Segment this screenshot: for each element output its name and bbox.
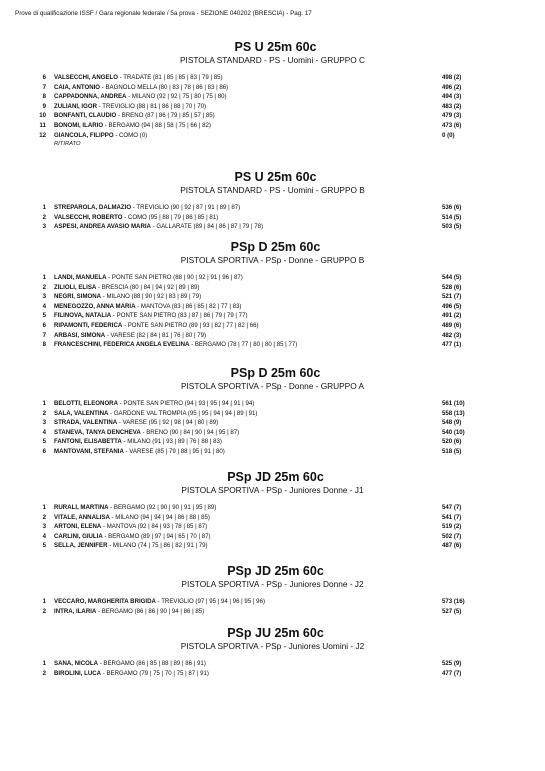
athlete <box>54 447 225 457</box>
result-row <box>0 73 545 83</box>
rank: 7 <box>42 331 46 339</box>
athlete <box>54 102 206 112</box>
total-score: 514 (5) <box>442 213 462 221</box>
total-score: 573 (16) <box>442 598 465 605</box>
rank: 5 <box>42 542 46 550</box>
athlete-name: CAIA, ANTONIO <box>54 83 101 91</box>
athlete <box>54 437 222 447</box>
club-series: - COMO (95 | 88 | 79 | 86 | 85 | 81) <box>122 213 219 221</box>
club-series: - PONTE SAN PIETRO (88 | 90 | 92 | 91 | 96 | 87) <box>106 274 243 281</box>
results-rows <box>0 597 545 616</box>
athlete-name: VALSECCHI, ROBERTO <box>54 213 123 221</box>
club-series: - BERGAMO (92 | 90 | 90 | 91 | 95 | 89) <box>108 504 217 511</box>
club-series: - BERGAMO (79 | 75 | 70 | 75 | 87 | 91) <box>101 669 209 677</box>
athlete <box>54 418 218 428</box>
result-row <box>0 203 545 213</box>
athlete-name: ARTONI, ELENA <box>54 523 102 531</box>
rank: 1 <box>42 598 46 605</box>
athlete-name: MENEGOZZO, ANNA MARIA <box>54 302 136 310</box>
athlete <box>54 409 257 419</box>
club-series: - GALLARATE (89 | 84 | 86 | 87 | 79 | 78) <box>150 223 264 231</box>
club-series: - BERGAMO (94 | 88 | 58 | 75 | 66 | 82) <box>103 121 211 129</box>
total-score: 558 (13) <box>442 409 465 417</box>
total-score: 521 (7) <box>442 293 462 301</box>
rank: 9 <box>42 102 46 110</box>
total-score: 520 (6) <box>442 438 462 446</box>
athlete-name: ASPESI, ANDREA AVASIO MARIA <box>54 223 151 231</box>
club-series: - BERGAMO (89 | 97 | 94 | 65 | 70 | 87) <box>102 532 211 540</box>
athlete-name: BONFANTI, CLAUDIO <box>54 112 117 120</box>
rank: 2 <box>42 669 46 677</box>
section-subtitle: PISTOLA SPORTIVA - PSp - Juniores Donne - J1 <box>181 485 364 495</box>
athlete <box>54 222 263 232</box>
result-row <box>0 669 545 679</box>
rank: 12 <box>39 131 46 139</box>
total-score: 541 (7) <box>442 513 462 521</box>
results-rows <box>0 73 545 148</box>
athlete-name: BONOMI, ILARIO <box>54 121 104 129</box>
results-section <box>0 564 545 616</box>
athlete-name: INTRA, ILARIA <box>54 607 97 615</box>
rank: 11 <box>39 121 46 129</box>
athlete <box>54 92 227 102</box>
total-score: 491 (2) <box>442 312 462 320</box>
athlete-name: ARBASI, SIMONA <box>54 331 106 339</box>
athlete-name: CARLINI, GIULIA <box>54 532 103 540</box>
section-subtitle: PISTOLA SPORTIVA - PSp - Donne - GRUPPO A <box>180 381 365 391</box>
total-score: 502 (7) <box>442 532 462 540</box>
club-series: - COMO (0) <box>113 131 148 139</box>
athlete <box>54 83 228 93</box>
club-series: - MANTOVA (92 | 84 | 93 | 78 | 85 | 87) <box>101 523 208 531</box>
athlete <box>54 513 210 523</box>
rank: 7 <box>42 83 46 91</box>
result-row <box>0 447 545 457</box>
result-row <box>0 222 545 232</box>
club-series: - PONTE SAN PIETRO (83 | 87 | 86 | 79 | 79 | 77) <box>111 312 248 320</box>
club-series: - BERGAMO (86 | 86 | 90 | 94 | 86 | 85) <box>96 607 205 615</box>
rank: 3 <box>42 223 46 231</box>
rank: 6 <box>42 447 46 455</box>
total-score: 483 (2) <box>442 102 462 110</box>
result-row <box>0 659 545 669</box>
total-score: 527 (5) <box>442 607 462 615</box>
rank: 4 <box>42 302 46 310</box>
result-row <box>0 541 545 551</box>
rank: 3 <box>42 293 46 301</box>
result-row <box>0 292 545 302</box>
rank: 5 <box>42 312 46 320</box>
result-row <box>0 321 545 331</box>
results-section <box>0 170 545 232</box>
athlete-name: RIPAMONTI, FEDERICA <box>54 321 123 329</box>
athlete-name: FRANCESCHINI, FEDERICA ANGELA EVELINA <box>54 341 190 349</box>
result-row <box>0 607 545 617</box>
section-title: PSp D 25m 60c <box>230 366 321 380</box>
total-score: 536 (6) <box>442 204 462 211</box>
total-score: 548 (9) <box>442 419 462 427</box>
section-subtitle: PISTOLA SPORTIVA - PSp - Donne - GRUPPO B <box>180 255 365 265</box>
result-row <box>0 111 545 121</box>
athlete <box>54 669 209 679</box>
club-series: - BERGAMO (78 | 77 | 80 | 80 | 85 | 77) <box>189 341 298 349</box>
athlete-name: NEGRI, SIMONA <box>54 293 102 301</box>
athlete <box>54 292 201 302</box>
total-score: 540 (10) <box>442 428 465 436</box>
status-note: RITIRATO <box>54 141 81 148</box>
rank: 6 <box>42 321 46 329</box>
result-row <box>0 503 545 513</box>
club-series: - TREVIGLIO (88 | 81 | 86 | 88 | 70 | 70) <box>97 102 207 110</box>
results-section <box>0 366 545 457</box>
athlete <box>54 340 297 350</box>
athlete-name: STREPAROLA, DALMAZIO <box>54 204 132 211</box>
section-subtitle: PISTOLA SPORTIVA - PSp - Juniores Donne - J2 <box>181 579 364 589</box>
rank: 1 <box>42 204 46 211</box>
result-row <box>0 597 545 607</box>
section-subtitle: PISTOLA STANDARD - PS - Uomini - GRUPPO B <box>180 185 365 195</box>
total-score: 477 (7) <box>442 669 462 677</box>
athlete <box>54 111 215 121</box>
club-series: - BRENO (90 | 84 | 90 | 94 | 95 | 87) <box>140 428 240 436</box>
section-title: PSp JU 25m 60c <box>227 626 324 640</box>
athlete <box>54 73 223 83</box>
club-series: - TREVIGLIO (90 | 92 | 87 | 91 | 89 | 87) <box>131 204 241 211</box>
total-score: 0 (0) <box>442 131 455 139</box>
rank: 4 <box>42 428 46 436</box>
athlete <box>54 659 206 669</box>
athlete-name: RURALI, MARTINA <box>54 504 109 511</box>
rank: 4 <box>42 532 46 540</box>
results-rows <box>0 503 545 551</box>
total-score: 528 (6) <box>442 283 462 291</box>
athlete-name: GIANCOLA, FILIPPO <box>54 131 114 139</box>
total-score: 561 (10) <box>442 400 465 407</box>
results-section <box>0 626 545 678</box>
athlete <box>54 121 211 131</box>
athlete-name: FILINOVA, NATALIA <box>54 312 112 320</box>
total-score: 503 (5) <box>442 223 462 231</box>
athlete <box>54 541 208 551</box>
rank: 3 <box>42 523 46 531</box>
results-rows <box>0 273 545 350</box>
result-row <box>0 92 545 102</box>
athlete-name: BIROLINI, LUCA <box>54 669 102 677</box>
total-score: 518 (5) <box>442 447 462 455</box>
club-series: - GARDONE VAL TROMPIA (95 | 95 | 94 | 94 | 89 | 91) <box>108 409 258 417</box>
section-subtitle: PISTOLA SPORTIVA - PSp - Juniores Uomini - J2 <box>180 641 365 651</box>
club-series: - MILANO (74 | 75 | 86 | 82 | 91 | 79) <box>107 542 208 550</box>
results-rows <box>0 399 545 457</box>
rank: 2 <box>42 513 46 521</box>
rank: 8 <box>42 93 46 101</box>
result-row <box>0 522 545 532</box>
result-row <box>0 399 545 409</box>
club-series: - MILANO (94 | 94 | 94 | 86 | 88 | 85) <box>109 513 210 521</box>
total-score: 547 (7) <box>442 504 462 511</box>
total-score: 487 (6) <box>442 542 462 550</box>
result-row <box>0 311 545 321</box>
rank: 10 <box>39 112 46 120</box>
total-score: 525 (9) <box>442 660 462 667</box>
athlete-name: VECCARO, MARGHERITA BRIGIDA <box>54 598 156 605</box>
page-header: Prove di qualificazione ISSF / Gara regionale federale / 5a prova - SEZIONE 040202 (BRESCIA) - Pag. 17 <box>15 10 312 17</box>
athlete-name: SALA, VALENTINA <box>54 409 109 417</box>
result-row <box>0 273 545 283</box>
rank: 2 <box>42 283 46 291</box>
section-title: PS U 25m 60c <box>234 40 317 54</box>
athlete <box>54 131 147 141</box>
rank: 1 <box>42 660 46 667</box>
rank: 5 <box>42 438 46 446</box>
rank: 2 <box>42 409 46 417</box>
athlete-name: SANA, NICOLA <box>54 660 99 667</box>
club-series: - MILANO (88 | 90 | 92 | 83 | 89 | 79) <box>101 293 202 301</box>
athlete <box>54 321 259 331</box>
club-series: - PONTE SAN PIETRO (89 | 93 | 82 | 77 | 82 | 66) <box>122 321 259 329</box>
section-subtitle: PISTOLA STANDARD - PS - Uomini - GRUPPO C <box>179 55 366 65</box>
athlete-name: ZILIOLI, ELISA <box>54 283 97 291</box>
result-row <box>0 302 545 312</box>
rank: 3 <box>42 419 46 427</box>
club-series: - MANTOVA (83 | 86 | 85 | 82 | 77 | 83) <box>135 302 242 310</box>
result-row <box>0 437 545 447</box>
result-row <box>0 131 545 141</box>
athlete <box>54 311 248 321</box>
total-score: 496 (2) <box>442 83 462 91</box>
club-series: - TREVIGLIO (97 | 95 | 94 | 96 | 95 | 96) <box>155 598 265 605</box>
athlete-name: SELLA, JENNIFER <box>54 542 108 550</box>
athlete-name: FANTONI, ELISABETTA <box>54 438 122 446</box>
result-row <box>0 340 545 350</box>
total-score: 477 (1) <box>442 341 462 349</box>
total-score: 494 (3) <box>442 93 462 101</box>
result-row <box>0 513 545 523</box>
athlete <box>54 331 206 341</box>
club-series: - BAGNOLO MELLA (80 | 83 | 78 | 86 | 83 | 86) <box>100 83 229 91</box>
result-row <box>0 428 545 438</box>
result-row <box>0 331 545 341</box>
athlete-name: ZULIANI, IGOR <box>54 102 97 110</box>
rank: 1 <box>42 400 46 407</box>
rank: 1 <box>42 274 46 281</box>
results-section <box>0 240 545 350</box>
club-series: - MILANO (92 | 92 | 75 | 80 | 75 | 80) <box>126 93 227 101</box>
rank: 1 <box>42 504 46 511</box>
result-row <box>0 418 545 428</box>
rank: 2 <box>42 213 46 221</box>
club-series: - TRADATE (81 | 85 | 85 | 83 | 79 | 85) <box>118 74 223 81</box>
total-score: 519 (2) <box>442 523 462 531</box>
total-score: 479 (3) <box>442 112 462 120</box>
results-rows <box>0 203 545 232</box>
result-row <box>0 532 545 542</box>
result-row <box>0 102 545 112</box>
result-row <box>0 121 545 131</box>
result-row <box>0 283 545 293</box>
total-score: 473 (6) <box>442 121 462 129</box>
rank: 6 <box>42 74 46 81</box>
athlete <box>54 283 199 293</box>
rank: 2 <box>42 607 46 615</box>
athlete-name: MANTOVANI, STEFANIA <box>54 447 124 455</box>
total-score: 498 (2) <box>442 74 462 81</box>
total-score: 482 (3) <box>442 331 462 339</box>
section-title: PSp D 25m 60c <box>230 240 321 254</box>
club-series: - VARESE (95 | 92 | 98 | 94 | 80 | 89) <box>117 419 219 427</box>
athlete-name: VALSECCHI, ANGELO <box>54 74 118 81</box>
athlete <box>54 503 216 513</box>
club-series: - BRESCIA (80 | 84 | 94 | 92 | 89 | 89) <box>96 283 200 291</box>
club-series: - BERGAMO (86 | 85 | 88 | 89 | 86 | 91) <box>98 660 206 667</box>
club-series: - BRENO (87 | 86 | 79 | 85 | 57 | 85) <box>116 112 215 120</box>
athlete <box>54 399 254 409</box>
athlete-name: CAPPADONNA, ANDREA <box>54 93 127 101</box>
club-series: - VARESE (82 | 84 | 81 | 76 | 80 | 79) <box>105 331 207 339</box>
club-series: - VARESE (85 | 79 | 88 | 95 | 91 | 80) <box>123 447 225 455</box>
athlete <box>54 203 240 213</box>
athlete-name: STRADA, VALENTINA <box>54 419 118 427</box>
results-rows <box>0 659 545 678</box>
athlete-name: STANEVA, TANYA DENCHEVA <box>54 428 141 436</box>
total-score: 489 (6) <box>442 321 462 329</box>
result-row <box>0 213 545 223</box>
athlete <box>54 607 204 617</box>
athlete <box>54 302 241 312</box>
total-score: 544 (5) <box>442 274 462 281</box>
athlete <box>54 522 207 532</box>
total-score: 496 (5) <box>442 302 462 310</box>
section-title: PSp JD 25m 60c <box>227 564 324 578</box>
athlete-name: VITALE, ANNALISA <box>54 513 110 521</box>
athlete-name: LANDI, MANUELA <box>54 274 107 281</box>
athlete <box>54 213 218 223</box>
athlete <box>54 428 239 438</box>
athlete-name: BELOTTI, ELEONORA <box>54 400 118 407</box>
result-row <box>0 409 545 419</box>
athlete <box>54 597 265 607</box>
section-title: PS U 25m 60c <box>234 170 317 184</box>
results-section <box>0 470 545 551</box>
results-section <box>0 40 545 148</box>
club-series: - MILANO (91 | 93 | 89 | 76 | 88 | 83) <box>121 438 222 446</box>
section-title: PSp JD 25m 60c <box>227 470 324 484</box>
rank: 8 <box>42 341 46 349</box>
athlete <box>54 273 243 283</box>
athlete <box>54 532 211 542</box>
result-row <box>0 83 545 93</box>
club-series: - PONTE SAN PIETRO (94 | 93 | 95 | 94 | 91 | 94) <box>117 400 255 407</box>
